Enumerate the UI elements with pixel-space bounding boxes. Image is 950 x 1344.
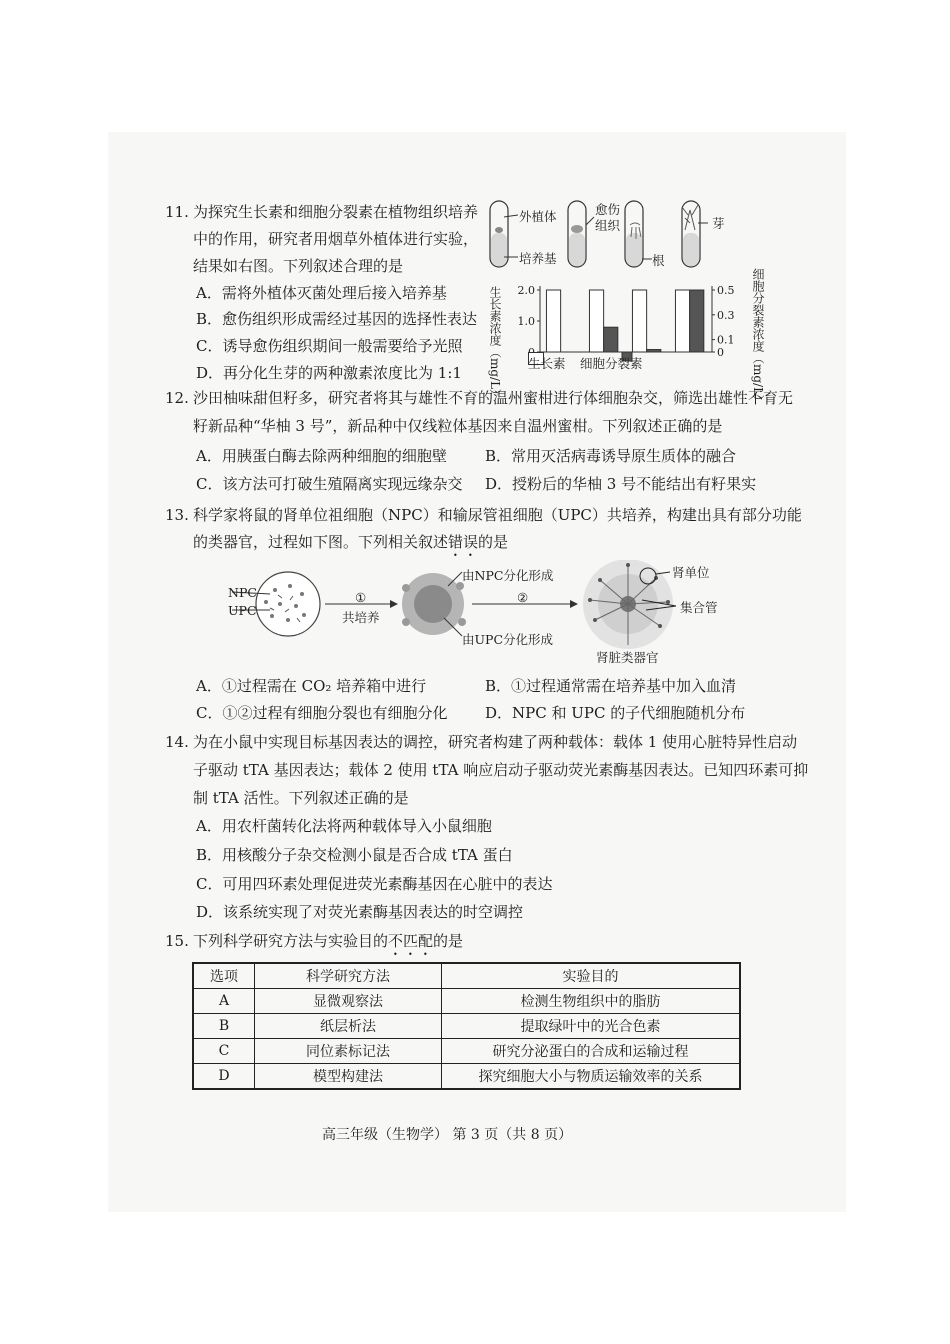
table-row [193,1039,740,1064]
table-row [193,989,740,1014]
q13-option-b: B．①过程通常需在培养基中加入血清 [485,677,737,695]
table-cell: 检测生物组织中的脂肪 [442,989,741,1014]
q13-stem-line: 科学家将鼠的肾单位祖细胞（NPC）和输尿管祖细胞（UPC）共培养，构建出具有部分功能 [193,506,802,524]
table-header-row [193,963,740,989]
legend-auxin: 生长素 [528,356,566,371]
bar-生长素-根 [632,290,646,352]
label-from-upc: 由UPC分化形成 [462,632,554,647]
explant-pointer [504,215,518,217]
page-footer: 高三年级（生物学） 第 3 页（共 8 页） [322,1127,573,1143]
table-cell: 同位素标记法 [255,1039,442,1064]
label-organoid: 肾脏类器官 [596,650,659,665]
q11-option-d: D．再分化生芽的两种激素浓度比为 1:1 [196,364,462,382]
bar-生长素-愈伤组织 [589,290,603,352]
q11-stem-line: 中的作用，研究者用烟草外植体进行实验， [193,230,479,248]
q14-option-c: C．可用四环素处理促进荧光素酶基因在心脏中的表达 [196,875,553,893]
callus-mass [571,225,583,233]
label-step2: ② [517,590,529,605]
q13-stem-line2 [193,532,508,560]
left-tick-label: 2.0 [517,284,535,297]
q13-option-c: C．①②过程有细胞分裂也有细胞分化 [196,704,448,722]
q14-option-d: D．该系统实现了对荧光素酶基因表达的时空调控 [196,903,524,921]
medium-1 [491,233,507,266]
bar-细胞分裂素-芽 [690,290,704,352]
q13-stem-tail: 的是 [478,533,509,551]
q14-number: 14. [165,733,189,751]
table-row [193,1014,740,1039]
table-cell: 探究细胞大小与物质运输效率的关系 [442,1064,741,1090]
right-tick-label: 0.3 [717,308,735,322]
q13-option-d: D．NPC 和 UPC 的子代细胞随机分布 [485,704,746,722]
medium-3 [626,233,642,266]
bar-生长素-外植体 [546,290,560,352]
bar-生长素-芽 [675,290,689,352]
q15-emphasis: 不匹配 [388,932,434,950]
q13-option-a: A．①过程需在 CO₂ 培养箱中进行 [196,677,427,695]
table-cell: 纸层析法 [255,1014,442,1039]
q12-option-c: C．该方法可打破生殖隔离实现远缘杂交 [196,475,463,493]
callus-pointer [586,217,594,225]
chart-right-axis-label: 细胞分裂素浓度（mg/L） [751,268,765,408]
q15-number: 15. [165,932,189,950]
coculture-dish [256,572,320,636]
table-cell: 提取绿叶中的光合色素 [442,1014,741,1039]
q11-option-c: C．诱导愈伤组织期间一般需要给予光照 [196,337,463,355]
label-medium: 培养基 [519,251,557,266]
q13-emphasis: 错误 [448,533,479,551]
q11-option-b: B．愈伤组织形成需经过基因的选择性表达 [196,310,478,328]
label-callus-2: 组织 [595,218,621,233]
q14-stem-line: 制 tTA 活性。下列叙述正确的是 [193,789,409,807]
medium-2 [569,233,585,266]
label-explant: 外植体 [519,209,557,224]
q15-stem-text: 下列科学研究方法与实验目的 [193,932,389,950]
bud-shape [682,205,698,230]
right-tick-label: 0.1 [717,333,735,347]
bar-细胞分裂素-根 [647,350,661,352]
table-header: 科学研究方法 [255,963,442,989]
q13-stem-text: 的类器官，过程如下图。下列相关叙述 [193,533,449,551]
label-npc: NPC [228,585,257,600]
table-cell: 模型构建法 [255,1064,442,1090]
right-tick-label: 0.5 [717,284,735,297]
q11-stem-line: 结果如右图。下列叙述合理的是 [193,257,404,275]
bar-细胞分裂素-愈伤组织 [604,327,618,352]
chart-left-axis-label: 生长素浓度（mg/L） [488,286,502,402]
label-step1: ① [355,590,367,605]
label-nephron: 肾单位 [672,565,710,580]
legend-cytokinin: 细胞分裂素 [580,356,643,371]
q14-stem-line: 为在小鼠中实现目标基因表达的调控，研究者构建了两种载体：载体 1 使用心脏特异性启动 [193,733,798,751]
q13-number: 13. [165,506,189,524]
q12-stem-line: 沙田柚味甜但籽多，研究者将其与雄性不育的温州蜜柑进行体细胞杂交，筛选出雄性不育无 [193,389,794,407]
medium-4 [683,233,699,266]
table-cell: D [193,1064,255,1090]
label-coculture: 共培养 [342,610,380,625]
table-cell: 显微观察法 [255,989,442,1014]
label-callus-1: 愈伤 [595,202,621,217]
q15-stem [193,931,463,959]
q11-option-a: A．需将外植体灭菌处理后接入培养基 [196,284,447,302]
q12-number: 12. [165,389,189,407]
q11-number: 11. [165,203,189,221]
label-upc: UPC [228,603,257,618]
table-cell: 研究分泌蛋白的合成和运输过程 [442,1039,741,1064]
q12-option-b: B．常用灭活病毒诱导原生质体的融合 [485,447,737,465]
q14-option-b: B．用核酸分子杂交检测小鼠是否合成 tTA 蛋白 [196,846,513,864]
table-cell: C [193,1039,255,1064]
q12-option-a: A．用胰蛋白酶去除两种细胞的细胞壁 [196,447,447,465]
explant-piece [495,227,503,233]
right-tick-label: 0 [717,346,724,359]
label-root: 根 [652,253,665,268]
table-header: 选项 [193,963,255,989]
q12-stem-line: 籽新品种“华柚 3 号”，新品种中仅线粒体基因来自温州蜜柑。下列叙述正确的是 [193,417,723,435]
q15-stem-tail: 的是 [433,932,464,950]
table-header: 实验目的 [442,963,741,989]
table-row [193,1064,740,1090]
q14-option-a: A．用农杆菌转化法将两种载体导入小鼠细胞 [196,817,492,835]
label-from-npc: 由NPC分化形成 [462,568,554,583]
table-cell: B [193,1014,255,1039]
methods-table [192,962,741,1090]
left-tick-label: 1.0 [517,315,535,328]
q14-stem-line: 子驱动 tTA 基因表达；载体 2 使用 tTA 响应启动子驱动荧光素酶基因表达。已知四环素可抑 [193,761,809,779]
label-collecting-duct: 集合管 [680,600,718,615]
q11-stem-line: 为探究生长素和细胞分裂素在植物组织培养 [193,203,479,221]
table-cell: A [193,989,255,1014]
q12-option-d: D．授粉后的华柚 3 号不能结出有籽果实 [485,475,757,493]
label-bud: 芽 [712,216,725,231]
